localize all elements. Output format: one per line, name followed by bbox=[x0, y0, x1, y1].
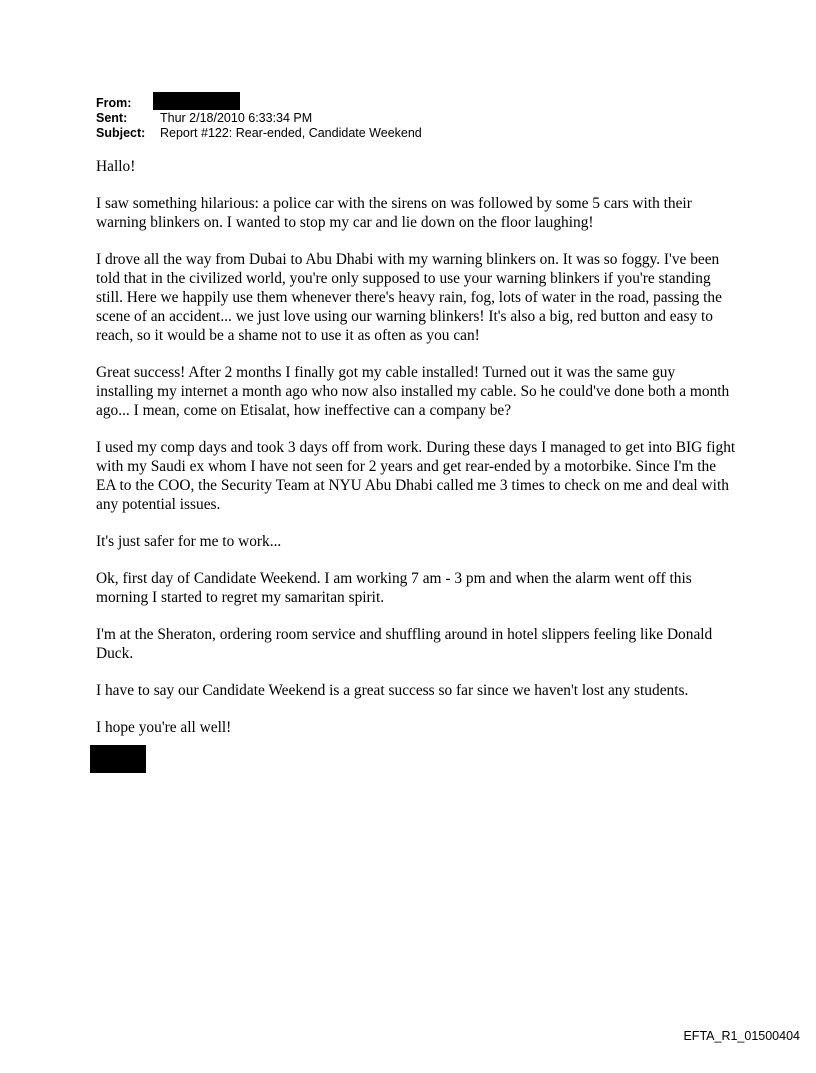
subject-value: Report #122: Rear-ended, Candidate Weekend bbox=[160, 125, 422, 140]
paragraph-safer: It's just safer for me to work... bbox=[96, 533, 282, 550]
sent-value: Thur 2/18/2010 6:33:34 PM bbox=[160, 110, 313, 125]
redacted-sender bbox=[153, 92, 240, 110]
paragraph-sheraton: I'm at the Sheraton, ordering room service and shuffling around in hotel slippers feeling like Donald Duck. bbox=[96, 626, 713, 662]
email-header bbox=[96, 95, 422, 140]
redacted-signature bbox=[90, 745, 146, 773]
email-body bbox=[96, 157, 736, 755]
paragraph-warning-blinkers: I drove all the way from Dubai to Abu Dhabi with my warning blinkers on. It was so foggy. I've been told that in the civilized world, you're only supposed to use your warning blinkers if you're standing still. Here we happily use them whenever there's heavy rain, fog, lots of water in the road, passing the scene of an accident... we just love using our warning blinkers! It's also a big, red button and easy to reach, so it would be a shame not to use it as often as you can! bbox=[96, 251, 722, 344]
subject-row bbox=[96, 125, 422, 140]
sent-label: Sent: bbox=[96, 110, 128, 125]
document-id: EFTA_R1_01500404 bbox=[683, 1029, 800, 1043]
subject-label: Subject: bbox=[96, 125, 146, 140]
paragraph-comp-days: I used my comp days and took 3 days off from work. During these days I managed to get into BIG fight with my Saudi ex whom I have not seen for 2 years and get rear-ended by a motorbike. Since I'm the EA to the COO, the Security Team at NYU Abu Dhabi called me 3 times to check on me and deal with any potential issues. bbox=[96, 439, 736, 513]
from-label: From: bbox=[96, 95, 132, 110]
paragraph-success: I have to say our Candidate Weekend is a great success so far since we haven't lost any students. bbox=[96, 682, 689, 699]
from-row bbox=[96, 95, 422, 110]
sent-row bbox=[96, 110, 422, 125]
closing: I hope you're all well! bbox=[96, 719, 232, 736]
paragraph-candidate-weekend: Ok, first day of Candidate Weekend. I am working 7 am - 3 pm and when the alarm went off this morning I started to regret my samaritan spirit. bbox=[96, 570, 692, 606]
paragraph-cable: Great success! After 2 months I finally got my cable installed! Turned out it was the same guy installing my internet a month ago who now also installed my cable. So he could've done both a month ago... I mean, come on Etisalat, how ineffective can a company be? bbox=[96, 364, 730, 419]
greeting: Hallo! bbox=[96, 158, 136, 175]
paragraph-police-car: I saw something hilarious: a police car with the sirens on was followed by some 5 cars with their warning blinkers on. I wanted to stop my car and lie down on the floor laughing! bbox=[96, 195, 692, 231]
